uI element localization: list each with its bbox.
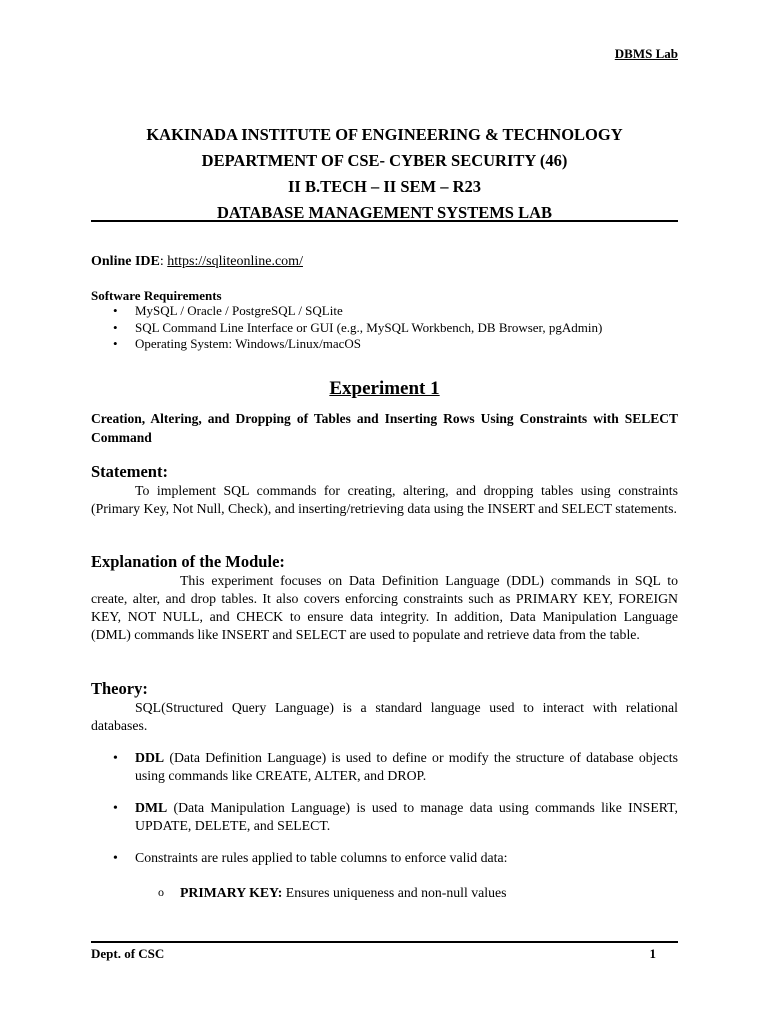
semester-line: II B.TECH – II SEM – R23 — [288, 177, 481, 196]
document-page — [91, 0, 678, 1024]
experiment-subtitle: Creation, Altering, and Dropping of Tables and Inserting Rows Using Constraints with SELECT Command — [91, 411, 678, 445]
running-header: DBMS Lab — [614, 46, 678, 61]
constraints-description: Constraints are rules applied to table columns to enforce valid data: — [135, 850, 508, 865]
experiment-title: Experiment 1 — [329, 378, 440, 399]
explanation-text: This experiment focuses on Data Definition Language (DDL) commands in SQL to create, alter, and drop tables. It also covers enforcing constraints such as PRIMARY KEY, FOREIGN KEY, NOT NULL, and CHECK to ensure data integrity. In addition, Data Manipulation Language (DML) commands like INSERT and SELECT are used to populate and retrieve data from the table. — [91, 573, 678, 642]
online-ide-label: Online IDE — [91, 254, 160, 269]
theory-section — [91, 679, 678, 867]
theory-list — [91, 749, 678, 867]
sub-bullet-marker: o — [158, 885, 164, 899]
title-block — [91, 122, 678, 226]
term-ddl: DDL — [135, 750, 165, 765]
dml-description: (Data Manipulation Language) is used to manage data using commands like INSERT, UPDATE, DELETE, and SELECT. — [135, 800, 678, 833]
primary-key-term: PRIMARY KEY: — [180, 885, 283, 900]
online-ide-line — [91, 254, 303, 270]
term-dml: DML — [135, 800, 168, 815]
theory-heading: Theory: — [91, 679, 148, 698]
ddl-description: (Data Definition Language) is used to define or modify the structure of database objects using commands like CREATE, ALTER, and DROP. — [135, 750, 678, 783]
lab-name: DATABASE MANAGEMENT SYSTEMS LAB — [216, 203, 553, 222]
footer-department: Dept. of CSC — [91, 946, 165, 961]
statement-heading: Statement: — [91, 462, 168, 481]
explanation-heading: Explanation of the Module: — [91, 552, 285, 571]
online-ide-link[interactable]: https://sqliteonline.com/ — [167, 254, 303, 269]
software-requirements-list — [91, 303, 602, 353]
page-number: 1 — [649, 946, 656, 961]
title-divider — [91, 220, 678, 222]
software-requirements-title: Software Requirements — [91, 288, 222, 303]
institute-name: KAKINADA INSTITUTE OF ENGINEERING & TECHNOLOGY — [146, 125, 623, 144]
theory-intro: SQL(Structured Query Language) is a standard language used to interact with relational databases. — [91, 700, 678, 733]
footer-divider — [91, 941, 678, 943]
statement-text: To implement SQL commands for creating, altering, and dropping tables using constraints (Primary Key, Not Null, Check), and inserting/retrieving data using the INSERT and SELECT statements. — [91, 483, 678, 516]
department-name: DEPARTMENT OF CSE- CYBER SECURITY (46) — [201, 151, 568, 170]
list-item — [91, 849, 678, 867]
list-item: • Operating System: Windows/Linux/macOS — [91, 336, 602, 353]
explanation-section — [91, 552, 678, 644]
primary-key-description: Ensures uniqueness and non-null values — [282, 885, 507, 900]
list-item — [91, 749, 678, 785]
list-item — [91, 799, 678, 835]
online-ide-separator: : — [159, 254, 168, 269]
list-item: • SQL Command Line Interface or GUI (e.g., MySQL Workbench, DB Browser, pgAdmin) — [91, 320, 602, 337]
primary-key-text — [180, 885, 507, 901]
list-item: • MySQL / Oracle / PostgreSQL / SQLite — [91, 303, 602, 320]
statement-section — [91, 462, 678, 518]
